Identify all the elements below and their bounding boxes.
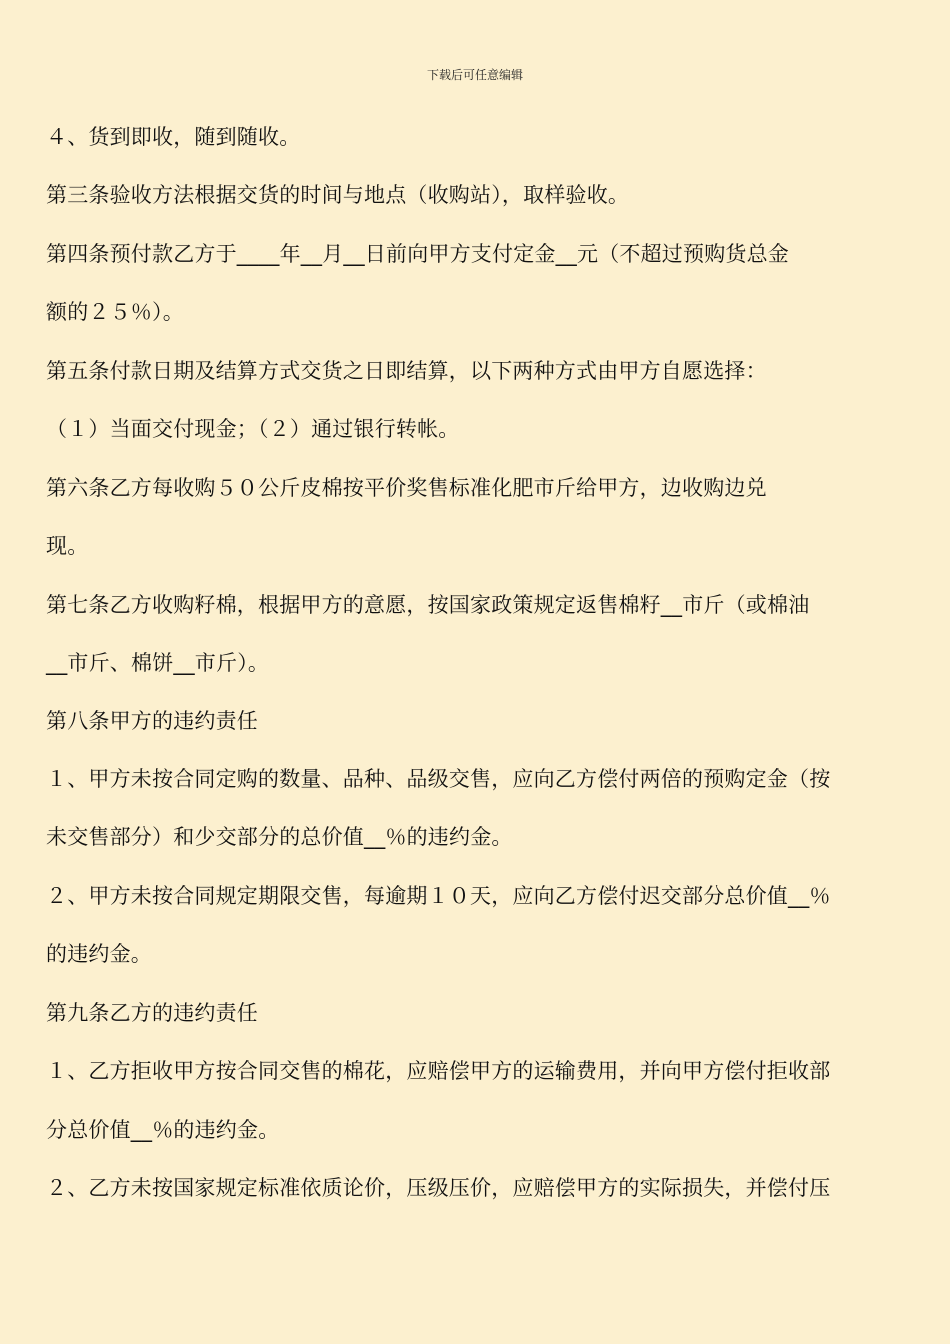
text-line: 未交售部分）和少交部分的总价值__％的违约金。 [46,825,513,849]
section-heading: 第八条甲方的违约责任 [46,709,258,733]
text-line: １、乙方拒收甲方按合同交售的棉花，应赔偿甲方的运输费用，并向甲方偿付拒收部 [46,1059,831,1083]
text-line: ２、甲方未按合同规定期限交售，每逾期１０天，应向乙方偿付迟交部分总价值__％ [46,884,831,908]
text-line: 第六条乙方每收购５０公斤皮棉按平价奖售标准化肥市斤给甲方，边收购边兑 [46,476,767,500]
text-line: 第五条付款日期及结算方式交货之日即结算，以下两种方式由甲方自愿选择： [46,359,767,383]
text-line: 额的２５％）。 [46,300,184,324]
text-line: __市斤、棉饼__市斤）。 [46,651,270,675]
text-line: 分总价值__％的违约金。 [46,1118,280,1142]
text-line: 第七条乙方收购籽棉，根据甲方的意愿，按国家政策规定返售棉籽__市斤（或棉油 [46,593,810,617]
text-line: 现。 [46,534,89,558]
text-line: 第三条验收方法根据交货的时间与地点（收购站），取样验收。 [46,183,630,207]
text-line: ４、货到即收，随到随收。 [46,125,301,149]
text-line: 第四条预付款乙方于____年__月__日前向甲方支付定金__元（不超过预购货总金 [46,242,789,266]
text-line: （１）当面交付现金；（２）通过银行转帐。 [46,417,460,441]
text-line: １、甲方未按合同定购的数量、品种、品级交售，应向乙方偿付两倍的预购定金（按 [46,767,831,791]
page-header: 下载后可任意编辑 [426,68,523,82]
text-line: ２、乙方未按国家规定标准依质论价，压级压价，应赔偿甲方的实际损失，并偿付压 [46,1176,831,1200]
section-heading: 第九条乙方的违约责任 [46,1001,258,1025]
text-line: 的违约金。 [46,942,152,966]
